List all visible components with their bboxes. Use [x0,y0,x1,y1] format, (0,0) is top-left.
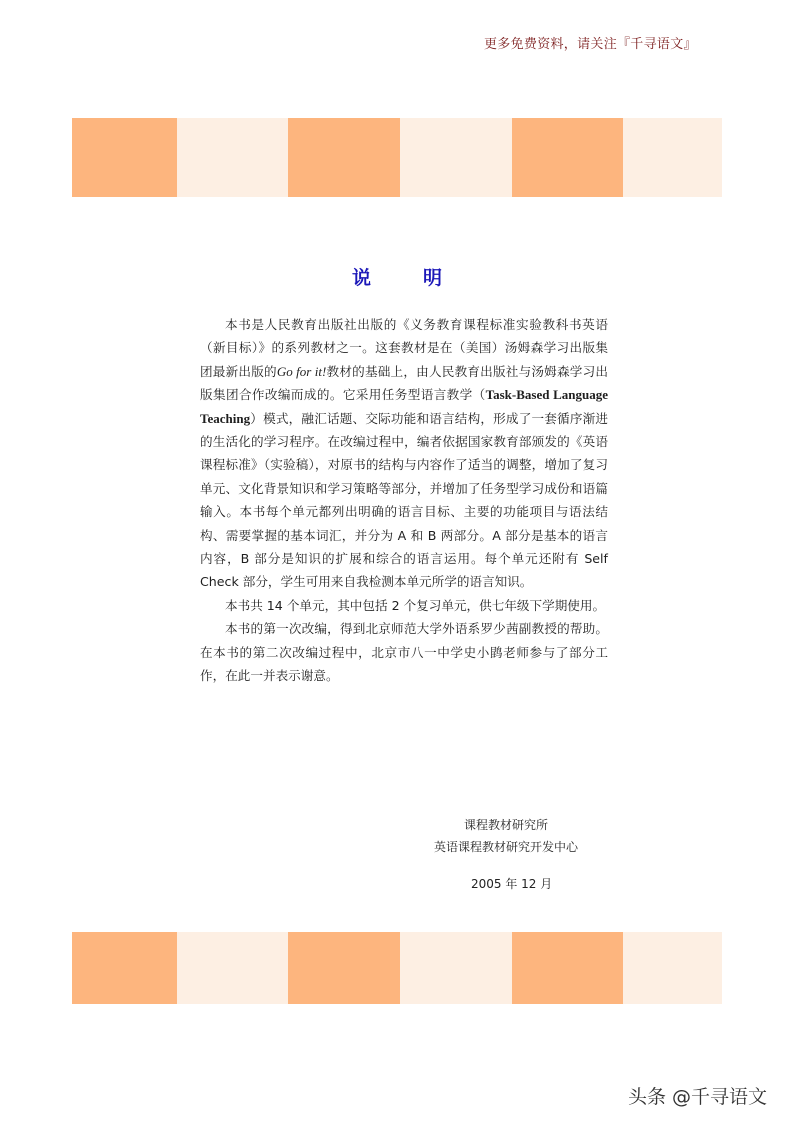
signature-date: 2005 年 12 月 [471,877,553,891]
band-block [400,932,512,1004]
method-name-bold: Task-Based Language Teaching [200,387,609,426]
book-title-italic: Go for it! [276,363,327,379]
paragraph-2: 本书共 14 个单元，其中包括 2 个复习单元，供七年级下学期使用。 [225,597,606,613]
watermark: 头条 @千寻语文 [628,1086,768,1108]
band-block [72,118,177,197]
header-promo-note: 更多免费资料，请关注『千寻语文』 [484,37,697,52]
band-block [288,118,400,197]
band-block [623,932,722,1004]
paragraph-1: 本书是人民教育出版社出版的《义务教育课程标准实验教科书英语（新目标）》的系列教材之一。这套教材是在（美国）汤姆森学习出版集团最新出版的Go for it!教材的基础上，由人民教育出版社与汤姆森学习出版集团合作改编而成的。它采用任务型语言教学（Task-Based Language Teaching）模式，融汇话题、交际功能和语言结构，形成了一套循序渐进的生活化的学习程序。在改编过程中，编者依据国家教育部颁发的《英语课程标准》（实验稿），对原书的结构与内容作了适当的调整，增加了复习单元、文化背景知识和学习策略等部分，并增加了任务型学习成份和语篇输入。本书每个单元都列出明确的语言目标、主要的功能项目与语法结构、需要掌握的基本词汇，并分为 A 和 B 两部分。A 部分是基本的语言内容，B 部分是知识的扩展和综合的语言运用。每个单元还附有 Self Check 部分，学生可用来自我检测本单元所学的语言知识。 [200,317,609,590]
preface-body [200,313,608,688]
band-block [72,932,177,1004]
band-block [512,932,623,1004]
signature-org-2: 英语课程教材研究开发中心 [434,840,579,854]
band-block [512,118,623,197]
title-char-2: 明 [423,267,443,289]
band-block [177,932,288,1004]
paragraph-3: 本书的第一次改编，得到北京师范大学外语系罗少茜副教授的帮助。在本书的第二次改编过程中，北京市八一中学史小鹍老师参与了部分工作，在此一并表示谢意。 [200,621,608,684]
band-block [177,118,288,197]
title-char-1: 说 [351,267,371,289]
band-block [623,118,722,197]
decorative-band-top [72,118,722,197]
decorative-band-bottom [72,932,722,1004]
signature-org-1: 课程教材研究所 [464,818,549,832]
band-block [288,932,400,1004]
band-block [400,118,512,197]
page-title [0,263,794,290]
